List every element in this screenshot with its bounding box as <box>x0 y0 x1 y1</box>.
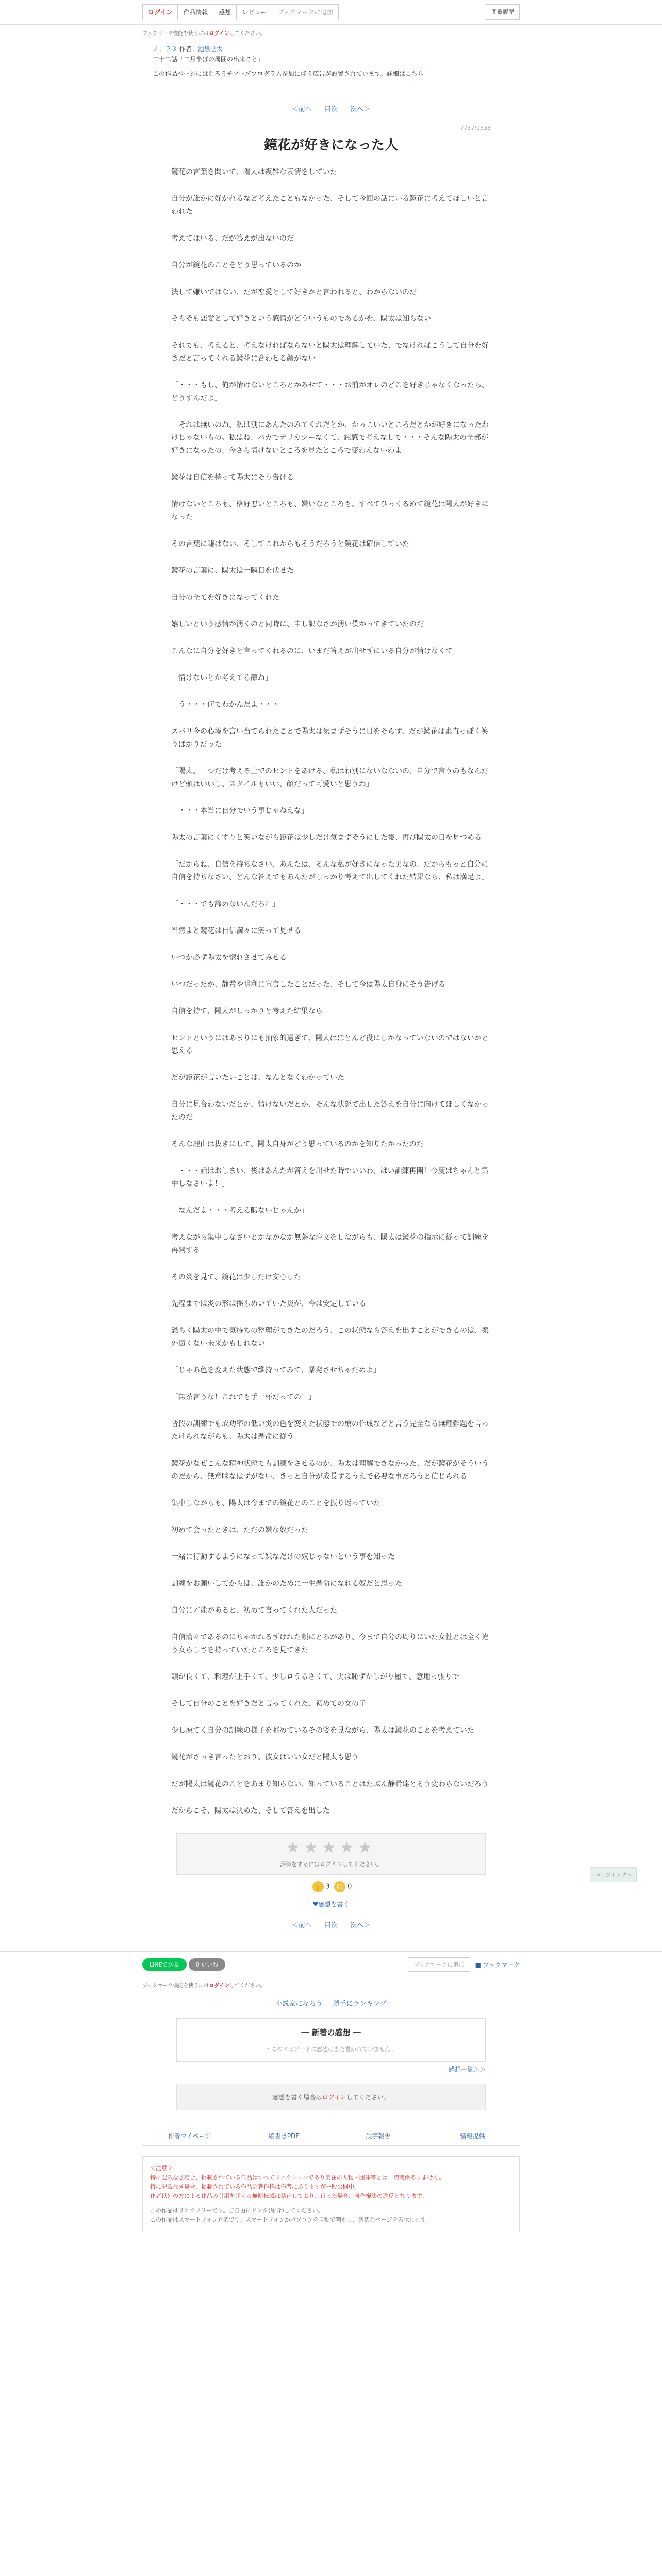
notice-login-link[interactable]: ログイン <box>209 31 229 37</box>
bookmark-link[interactable]: ■ ブックマーク <box>475 1961 520 1969</box>
episode-title: 鏡花が好きになった人 <box>263 138 398 153</box>
body-line: 「なんだよ・・・考える暇ないじゃんか」 <box>171 1207 308 1215</box>
novel-body <box>171 125 491 1818</box>
narou-link[interactable]: 小説家になろう <box>275 2000 323 2008</box>
line-share-button[interactable]: LINEで送る <box>142 1958 187 1971</box>
body-line: いつか必ず陽太を惚れさせてみせる <box>171 954 287 962</box>
impression-list-link[interactable]: 感想一覧＞＞ <box>448 2066 486 2073</box>
chapter-subtitle: 二十二話「二月半ばの周囲の出来こと」 <box>153 56 264 63</box>
notice2-login-link[interactable]: ログイン <box>209 1983 229 1989</box>
body-line: ズバリ今の心境を言い当てられたことで陽太は気まずそうに目をそらす、だが鏡花は素直っぽく笑うばかりだった <box>171 727 488 749</box>
body-line: 「・・・話はおしまい、後はあんたが答えを出せた時でいいわ、はい訓練再開！今度はちゃんと集中しなさいよ！」 <box>171 1167 489 1188</box>
next-link-bottom[interactable]: 次へ＞ <box>350 1922 371 1929</box>
body-line: 先程までは炎の形は揺らめいていた炎が、今は安定している <box>171 1300 366 1308</box>
body-line: 「う・・・何でわかんだよ・・・」 <box>171 701 287 709</box>
body-line: その言葉に嘘はない、そしてこれからもそうだろうと鏡花は確信していた <box>171 540 409 548</box>
work-info-tab[interactable]: 作品情報 <box>177 4 213 20</box>
body-line: 情けないところも、格好悪いところも、嫌いなところも、すべてひっくるめて鏡花は陽太が好きになった <box>171 500 489 521</box>
episode-nav-top <box>0 97 662 120</box>
prev-link[interactable]: ＜前へ <box>291 106 312 113</box>
notice2-suffix: してください。 <box>229 1983 266 1989</box>
vertical-pdf-link[interactable]: 縦書きPDF <box>268 2132 300 2140</box>
body-line: こんなに自分を好きと言ってくれるのに、いまだ答えが出せずにいる自分が情けなくて <box>171 647 453 655</box>
body-line: 「じゃあ色を変えた状態で維持ってみて、暴発させちゃだめよ」 <box>171 1366 380 1375</box>
no-impressions-text: ・このエピソードに感想はまだ書かれていません。 <box>266 2046 396 2053</box>
body-line: 鏡花は自信を持って陽太にそう告げる <box>171 473 294 482</box>
body-line: 自分に見合わないだとか、情けないだとか、そんな状態で出した答えを自分に向けてほしくなかったのだ <box>171 1100 489 1122</box>
body-line: 「だからね、自信を持ちなさい、あんたは、そんな私が好きになった男なの、だからもっと自分に自信を持ちなさい、どんな答えでもあんたがしっかり考えて出してくれた結果なら、私は満足よ」 <box>171 860 489 882</box>
like-count-button[interactable]: 0 いいね <box>189 1958 226 1971</box>
body-line: 自信満々であるのにちゃかれるずけれた頼にとろがあり、今まで自分の周りにいた女性とは全く違う女らしさを持っていたところを見てきた <box>171 1633 489 1654</box>
top-header <box>0 0 662 25</box>
body-line: 考えながら集中しなさいとかなかなか無茶な注文をしながらも、陽太は鏡花の指示に従って訓練を再開する <box>171 1233 489 1255</box>
body-line: 嬉しいという感情が湧くのと同時に、申し訳なさが湧い僕かってきていたのだ <box>171 620 424 629</box>
bookmark-notice <box>0 25 662 41</box>
page-number: 7737/1533 <box>460 125 491 131</box>
toc-link-bottom[interactable]: 目次 <box>324 1922 338 1929</box>
body-line: そんな理由は抜きにして、陽太自身がどう思っているのかを知りたかったのだ <box>171 1140 424 1148</box>
ad-detail-link[interactable]: こちら <box>405 70 424 77</box>
body-line: 初めて会ったときは、ただの嫌な奴だった <box>171 1526 308 1534</box>
notice-prefix: ブックマーク機能を使うには <box>142 31 209 37</box>
novel-meta <box>0 41 662 82</box>
toc-link[interactable]: 目次 <box>324 106 338 113</box>
reaction-count-2: 0 <box>347 1883 352 1891</box>
login-prompt-link[interactable]: ログイン <box>322 2094 346 2101</box>
footer-links <box>142 2126 520 2146</box>
read-history-button[interactable]: 閲覧履歴 <box>486 4 520 20</box>
author-mypage-link[interactable]: 作者マイページ <box>168 2132 211 2140</box>
rating-note: 評価をするにはログインしてください。 <box>280 1861 382 1868</box>
body-line: いつだったか、静希や明利に宣言したことだった、そして今は陽太自身にそう告げる <box>171 980 445 989</box>
body-line: 自分が誰かに好かれるなど考えたこともなかった、そして今回の話にいる鏡花に考えてほしいと言われた <box>171 195 489 216</box>
rating-box <box>176 1833 486 1875</box>
body-line: だが陽太は鏡花のことをあまり知らない、知っていることはたぶん静希達とそう変わらないだろう <box>171 1780 489 1788</box>
author-label: 作者： <box>179 45 198 53</box>
body-line: 自信を持て、陽太がしっかりと考えた結果なら <box>171 1007 323 1015</box>
login-tab[interactable]: ログイン <box>142 4 177 20</box>
body-line: ヒントというにはあまりにも抽象的過ぎて、陽太はほとんど役にしかなっていないのではないかと思える <box>171 1034 489 1055</box>
body-line: 鏡花の言葉に、陽太は一瞬目を伏せた <box>171 567 294 575</box>
ad-note: この作品ページにはなろうチアーズプログラム参加に伴う広告が設置されています。詳細は <box>153 70 405 77</box>
caution-line-2: 特に記載なき場合、掲載されている作品の著作権は作者にありますが一般公開中。 <box>150 2183 360 2190</box>
caution-line-5: この作品はスマートフォン対応です。スマートフォンかパソコンを自動で判別し、適切なページを表示します。 <box>150 2216 432 2223</box>
caution-heading: ＜注意＞ <box>150 2165 173 2172</box>
ranking-links <box>0 1998 662 2008</box>
body-line: 「・・・でも諦めないんだろ？」 <box>171 900 279 908</box>
body-line: 考えてはいる、だが答えが出ないのだ <box>171 234 294 243</box>
body-line: 集中しながらも、陽太は今までの鏡花とのことを振り返っていた <box>171 1499 380 1507</box>
info-provide-link[interactable]: 情報提供 <box>460 2132 485 2140</box>
caution-line-3: 作者以外の方による作品の引用を超える無断転載は禁止しており、行った場合、著作権法の違反となります。 <box>150 2193 428 2199</box>
typo-report-link[interactable]: 誤字報告 <box>366 2132 391 2140</box>
add-bookmark-tab[interactable]: ブックマークに追加 <box>272 4 338 20</box>
body-line: 決して嫌いではない、だが恋愛として好きかと言われると、わからないのだ <box>171 288 417 296</box>
body-line: その炎を見て、鏡花は少しだけ安心した <box>171 1273 301 1281</box>
body-line: 自分が鏡花のことをどう思っているのか <box>171 261 301 269</box>
reactions <box>0 1881 662 1892</box>
page-top-button[interactable]: ページトップへ <box>590 1867 637 1882</box>
body-line: だが鏡花が言いたいことは、なんとなくわかっていた <box>171 1074 344 1082</box>
bookmark-notice-bottom <box>0 1977 662 1993</box>
header-tabs <box>142 4 339 20</box>
caution-box <box>142 2156 520 2232</box>
share-band <box>0 1951 662 1977</box>
body-line: 頭が良くて、料理が上手くて、少しロうるさくて、実は恥ずかしがり屋で、意地っ張りで <box>171 1673 459 1681</box>
notice-suffix: してください。 <box>229 31 266 37</box>
series-link[interactable]: ノ：ラ３ <box>153 45 178 53</box>
caution-line-4: この作品はリンクフリーです。ご自由にリンク(紹介)してください。 <box>150 2207 324 2214</box>
body-line: 自分の全てを好きになってくれた <box>171 594 279 602</box>
body-line: 鏡花がさっき言ったとおり、彼女はいい女だと陽太も思う <box>171 1753 359 1761</box>
body-line: 「・・・本当に自分でいう事じゃねえな」 <box>171 807 308 815</box>
body-line: それでも、考えると、考えなければならないと陽太は理解していた、でなければこうして自分を好きだと言ってくれる鏡花に合わせる顔がない <box>171 342 489 363</box>
author-link[interactable]: 池泉堂太 <box>197 45 223 53</box>
body-lines <box>171 166 491 1818</box>
add-bookmark-button[interactable]: ブックマークに追加 <box>408 1957 470 1972</box>
login-prompt-box <box>176 2084 486 2110</box>
prev-link-bottom[interactable]: ＜前へ <box>291 1922 312 1929</box>
smile-icon[interactable]: ☺ <box>334 1881 345 1892</box>
body-line: 「無茶言うな！これでも手一杯だっての！」 <box>171 1393 316 1401</box>
write-impression-link[interactable]: ♥感想を書く <box>312 1901 350 1908</box>
notice2-prefix: ブックマーク機能を使うには <box>142 1983 209 1989</box>
review-tab[interactable]: レビュー <box>236 4 272 20</box>
body-line: 「それは無いのね、私は別にあんたのみてくれだとか、かっこいいところだとかが好きになったわけじゃないもの。私はね、バカでデリカシーなくて、鈍感で考えなしで・・・そんな陽太の全部が好きになったの、今さら情けないところを見たところで変わんないわよ」 <box>171 421 489 455</box>
body-line: そして自分のことを好きだと言ってくれた、初めての女の子 <box>171 1700 366 1708</box>
thumbs-up-icon[interactable]: 👍 <box>312 1881 324 1892</box>
next-link[interactable]: 次へ＞ <box>350 106 371 113</box>
ranking-link[interactable]: 勝手にランキング <box>333 2000 387 2008</box>
body-line: だからこそ、陽太は決めた、そして答えを出した <box>171 1807 330 1815</box>
body-line: 鏡花がなぜこんな精神状態でも訓練をさせるのか、陽太は理解できなかった、だが鏡花がそういうのだから、無意味なはずがない、きっと自分が成長するうえで必要な事だろうと信じられる <box>171 1460 489 1481</box>
reaction-count-1: 3 <box>325 1883 330 1891</box>
body-line: 「情けないとか考えてる顔ね」 <box>171 674 272 682</box>
login-prompt-suffix: してください。 <box>346 2094 390 2101</box>
body-line: 少し凍てく自分の訓練の様子を眺めているその姿を見ながら、陽太は鏡花のことを考えていた <box>171 1726 474 1735</box>
body-line: 恐らく陽太の中で気持ちの整理ができたのだろう、この状態なら答えを出すことができるのは、案外遠くない未来かもしれない <box>171 1327 489 1348</box>
impression-tab[interactable]: 感想 <box>213 4 236 20</box>
body-line: 自分に才能があると、初めて言ってくれた人だった <box>171 1606 337 1615</box>
body-line: 鏡花の言葉を聞いて、陽太は複雑な表情をしていた <box>171 168 337 176</box>
body-line: 「・・・もし、俺が情けないところとかみせて・・・お前がオレのどこを好きじゃなくなったら、どうすんだよ」 <box>171 381 489 402</box>
new-impressions-heading: ― 新着の感想 ― <box>301 2028 361 2037</box>
body-line: 陽太の言葉にくすりと笑いながら鏡花は少しだけ気まずそうにした後、再び陽太の目を見つめる <box>171 834 482 842</box>
new-impressions-box <box>176 2018 486 2062</box>
body-line: 当然よと鏡花は自信満々に笑って見せる <box>171 927 301 935</box>
caution-line-1: 特に記載なき場合、掲載されている作品はすべてフィクションであり実在の人物・団体等とは一切関係ありません。 <box>150 2174 445 2181</box>
body-line: 一緒に行動するようになって嫌なだけの奴じゃないという事を知った <box>171 1553 395 1561</box>
body-line: 訓練をお願いしてからは、誰かのために一生懸命になれる奴だと思った <box>171 1580 402 1588</box>
login-prompt-prefix: 感想を書く場合は <box>272 2094 322 2101</box>
rating-stars[interactable]: ★★★★★ <box>286 1839 376 1857</box>
body-line: 普段の訓練でも成功率の低い炎の色を変えた状態での槍の作成などと言う完全なる無理難題を言ったけられながらも、陽太は懸命に従う <box>171 1420 489 1441</box>
episode-nav-bottom <box>0 1913 662 1936</box>
body-line: 「陽太、一つだけ考える上でのヒントをあげる、私はね別にないなないの、自分で言うのもなんだけど頭はいいし、スタイルもいい、顔だって可愛いと思うわ」 <box>171 767 489 788</box>
body-line: そもそも恋愛として好きという感情がどういうものであるかを、陽太は知らない <box>171 315 431 323</box>
